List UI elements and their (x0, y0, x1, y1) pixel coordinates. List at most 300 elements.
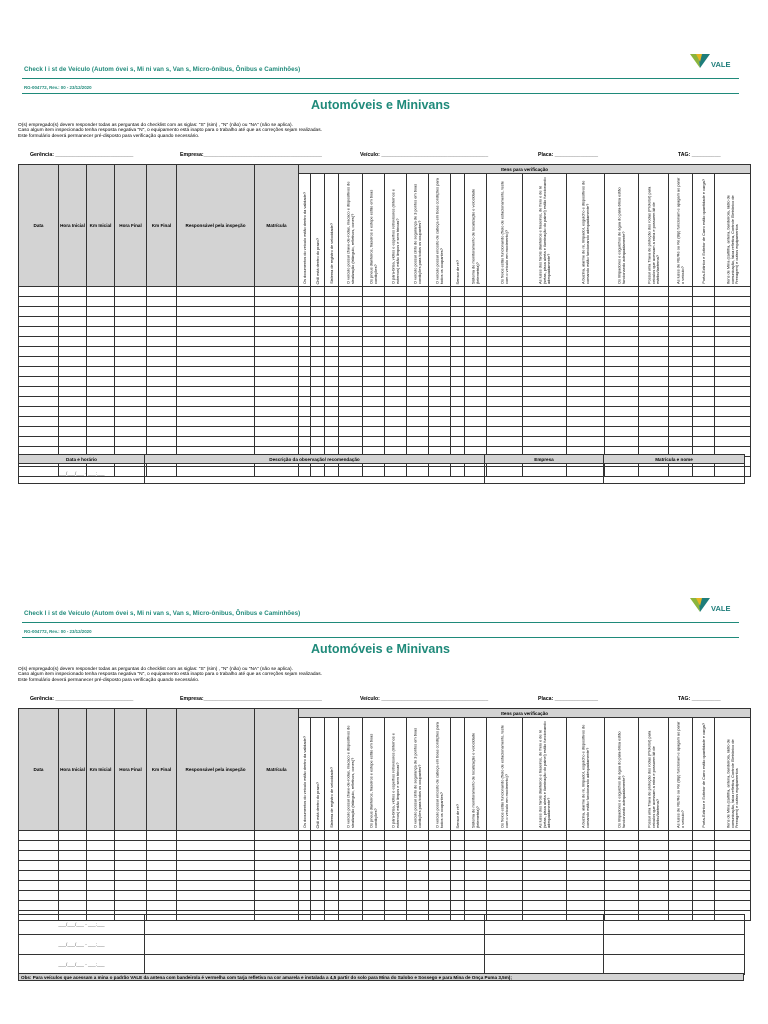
table-cell[interactable] (465, 327, 487, 337)
table-cell[interactable] (693, 337, 715, 347)
table-cell[interactable] (429, 831, 451, 841)
table-cell[interactable] (299, 377, 311, 387)
table-cell[interactable] (451, 287, 465, 297)
table-cell[interactable] (523, 377, 567, 387)
table-cell[interactable] (605, 891, 639, 901)
veiculo-field[interactable]: Veículo: _____________________________________ (360, 152, 489, 158)
table-cell[interactable] (487, 901, 523, 911)
table-cell[interactable] (299, 317, 311, 327)
table-cell[interactable] (311, 337, 325, 347)
table-cell[interactable] (339, 297, 363, 307)
table-cell[interactable] (605, 367, 639, 377)
table-cell[interactable] (19, 851, 59, 861)
table-cell[interactable] (693, 861, 715, 871)
table-cell[interactable] (311, 287, 325, 297)
table-cell[interactable] (299, 881, 311, 891)
table-cell[interactable] (363, 841, 385, 851)
table-cell[interactable] (299, 851, 311, 861)
table-cell[interactable] (177, 317, 255, 327)
table-cell[interactable] (147, 851, 177, 861)
table-cell[interactable] (147, 861, 177, 871)
table-cell[interactable] (465, 871, 487, 881)
table-cell[interactable] (715, 357, 751, 367)
table-cell[interactable] (693, 841, 715, 851)
table-cell[interactable] (115, 437, 147, 447)
table-cell[interactable] (639, 881, 669, 891)
table-cell[interactable] (19, 297, 59, 307)
table-cell[interactable] (363, 871, 385, 881)
table-cell[interactable] (255, 871, 299, 881)
table-cell[interactable] (605, 377, 639, 387)
table-cell[interactable] (19, 427, 59, 437)
table-cell[interactable] (567, 407, 605, 417)
table-cell[interactable] (87, 377, 115, 387)
table-cell[interactable] (385, 417, 407, 427)
table-cell[interactable] (639, 831, 669, 841)
table-cell[interactable] (523, 427, 567, 437)
table-cell[interactable] (487, 891, 523, 901)
table-cell[interactable] (339, 307, 363, 317)
table-cell[interactable] (567, 337, 605, 347)
table-cell[interactable] (451, 871, 465, 881)
observation-cell[interactable] (604, 935, 745, 955)
table-cell[interactable] (385, 881, 407, 891)
table-cell[interactable] (429, 841, 451, 851)
table-cell[interactable] (639, 407, 669, 417)
table-cell[interactable] (59, 407, 87, 417)
table-cell[interactable] (339, 347, 363, 357)
table-cell[interactable] (669, 297, 693, 307)
table-cell[interactable] (407, 851, 429, 861)
table-cell[interactable] (115, 347, 147, 357)
table-cell[interactable] (311, 347, 325, 357)
table-cell[interactable] (693, 387, 715, 397)
table-cell[interactable] (669, 327, 693, 337)
table-cell[interactable] (363, 851, 385, 861)
table-cell[interactable] (715, 851, 751, 861)
table-cell[interactable] (255, 891, 299, 901)
table-cell[interactable] (465, 861, 487, 871)
observation-cell[interactable] (485, 935, 604, 955)
table-cell[interactable] (147, 357, 177, 367)
table-cell[interactable] (669, 337, 693, 347)
table-cell[interactable] (311, 317, 325, 327)
table-cell[interactable] (605, 297, 639, 307)
table-cell[interactable] (465, 377, 487, 387)
table-cell[interactable] (715, 841, 751, 851)
table-cell[interactable] (59, 831, 87, 841)
table-cell[interactable] (407, 397, 429, 407)
table-cell[interactable] (19, 841, 59, 851)
table-cell[interactable] (567, 397, 605, 407)
table-cell[interactable] (115, 307, 147, 317)
table-cell[interactable] (523, 317, 567, 327)
table-cell[interactable] (639, 317, 669, 327)
table-cell[interactable] (639, 871, 669, 881)
table-cell[interactable] (363, 387, 385, 397)
table-cell[interactable] (465, 357, 487, 367)
table-cell[interactable] (325, 287, 339, 297)
table-cell[interactable] (567, 841, 605, 851)
table-cell[interactable] (115, 881, 147, 891)
table-cell[interactable] (715, 377, 751, 387)
table-cell[interactable] (429, 297, 451, 307)
table-cell[interactable] (407, 347, 429, 357)
table-cell[interactable] (325, 841, 339, 851)
table-cell[interactable] (567, 347, 605, 357)
table-cell[interactable] (311, 891, 325, 901)
table-cell[interactable] (339, 871, 363, 881)
table-cell[interactable] (255, 841, 299, 851)
table-cell[interactable] (311, 831, 325, 841)
table-cell[interactable] (311, 871, 325, 881)
table-cell[interactable] (451, 417, 465, 427)
table-cell[interactable] (669, 861, 693, 871)
table-cell[interactable] (339, 861, 363, 871)
table-cell[interactable] (429, 337, 451, 347)
observation-cell[interactable] (485, 915, 604, 935)
table-cell[interactable] (487, 387, 523, 397)
table-cell[interactable] (669, 407, 693, 417)
table-cell[interactable] (177, 851, 255, 861)
table-cell[interactable] (669, 901, 693, 911)
table-cell[interactable] (605, 831, 639, 841)
table-cell[interactable] (523, 407, 567, 417)
table-cell[interactable] (487, 297, 523, 307)
table-cell[interactable] (605, 871, 639, 881)
table-cell[interactable] (567, 317, 605, 327)
observation-cell[interactable] (145, 915, 485, 935)
table-cell[interactable] (693, 437, 715, 447)
table-cell[interactable] (465, 397, 487, 407)
table-cell[interactable] (465, 287, 487, 297)
table-cell[interactable] (605, 387, 639, 397)
table-cell[interactable] (715, 347, 751, 357)
table-cell[interactable] (147, 367, 177, 377)
table-cell[interactable] (693, 407, 715, 417)
table-cell[interactable] (567, 831, 605, 841)
table-cell[interactable] (115, 357, 147, 367)
table-cell[interactable] (487, 851, 523, 861)
table-cell[interactable] (177, 367, 255, 377)
table-cell[interactable] (59, 881, 87, 891)
table-cell[interactable] (255, 881, 299, 891)
table-cell[interactable] (311, 841, 325, 851)
observation-cell[interactable] (604, 915, 745, 935)
table-cell[interactable] (115, 297, 147, 307)
table-cell[interactable] (363, 287, 385, 297)
table-cell[interactable] (177, 881, 255, 891)
table-cell[interactable] (325, 397, 339, 407)
table-cell[interactable] (255, 347, 299, 357)
table-cell[interactable] (693, 317, 715, 327)
table-cell[interactable] (325, 307, 339, 317)
table-cell[interactable] (567, 387, 605, 397)
table-cell[interactable] (429, 397, 451, 407)
table-cell[interactable] (451, 901, 465, 911)
table-cell[interactable] (693, 287, 715, 297)
table-cell[interactable] (177, 417, 255, 427)
table-cell[interactable] (669, 287, 693, 297)
table-cell[interactable] (523, 417, 567, 427)
table-cell[interactable] (147, 881, 177, 891)
table-cell[interactable] (407, 337, 429, 347)
table-cell[interactable] (715, 307, 751, 317)
table-cell[interactable] (147, 407, 177, 417)
table-cell[interactable] (363, 297, 385, 307)
table-cell[interactable] (693, 427, 715, 437)
table-cell[interactable] (429, 287, 451, 297)
table-cell[interactable] (177, 387, 255, 397)
table-cell[interactable] (363, 337, 385, 347)
table-cell[interactable] (299, 397, 311, 407)
date-time-field[interactable]: ___/___/___ - ___:___ (19, 464, 145, 484)
table-cell[interactable] (451, 297, 465, 307)
table-cell[interactable] (339, 407, 363, 417)
table-cell[interactable] (177, 337, 255, 347)
table-cell[interactable] (299, 901, 311, 911)
table-cell[interactable] (147, 901, 177, 911)
table-cell[interactable] (715, 287, 751, 297)
table-cell[interactable] (87, 407, 115, 417)
table-cell[interactable] (177, 287, 255, 297)
table-cell[interactable] (429, 417, 451, 427)
table-cell[interactable] (325, 437, 339, 447)
table-cell[interactable] (255, 367, 299, 377)
table-cell[interactable] (255, 861, 299, 871)
table-cell[interactable] (59, 287, 87, 297)
table-cell[interactable] (339, 851, 363, 861)
table-cell[interactable] (451, 831, 465, 841)
table-cell[interactable] (59, 357, 87, 367)
table-cell[interactable] (311, 417, 325, 427)
table-cell[interactable] (465, 841, 487, 851)
table-cell[interactable] (523, 851, 567, 861)
table-cell[interactable] (255, 327, 299, 337)
table-cell[interactable] (59, 861, 87, 871)
table-cell[interactable] (87, 327, 115, 337)
table-cell[interactable] (407, 871, 429, 881)
table-cell[interactable] (115, 317, 147, 327)
table-cell[interactable] (339, 397, 363, 407)
table-cell[interactable] (523, 871, 567, 881)
table-cell[interactable] (19, 337, 59, 347)
table-cell[interactable] (429, 437, 451, 447)
table-cell[interactable] (451, 317, 465, 327)
table-cell[interactable] (465, 417, 487, 427)
table-cell[interactable] (255, 387, 299, 397)
table-cell[interactable] (715, 831, 751, 841)
table-cell[interactable] (567, 297, 605, 307)
table-cell[interactable] (339, 901, 363, 911)
table-cell[interactable] (487, 307, 523, 317)
table-cell[interactable] (715, 861, 751, 871)
table-cell[interactable] (693, 851, 715, 861)
table-cell[interactable] (59, 417, 87, 427)
table-cell[interactable] (115, 417, 147, 427)
empresa-field[interactable]: Empresa:_________________________________________ (180, 152, 322, 158)
table-cell[interactable] (325, 387, 339, 397)
table-cell[interactable] (605, 881, 639, 891)
table-cell[interactable] (385, 347, 407, 357)
table-cell[interactable] (715, 297, 751, 307)
table-cell[interactable] (639, 851, 669, 861)
table-cell[interactable] (487, 317, 523, 327)
table-cell[interactable] (147, 317, 177, 327)
table-cell[interactable] (87, 397, 115, 407)
table-cell[interactable] (429, 327, 451, 337)
table-cell[interactable] (429, 881, 451, 891)
table-cell[interactable] (147, 337, 177, 347)
table-cell[interactable] (311, 377, 325, 387)
table-cell[interactable] (147, 417, 177, 427)
table-cell[interactable] (465, 367, 487, 377)
gerencia-field[interactable]: Gerência: ___________________________ (30, 152, 134, 158)
table-cell[interactable] (19, 357, 59, 367)
table-cell[interactable] (715, 407, 751, 417)
table-cell[interactable] (363, 327, 385, 337)
table-cell[interactable] (715, 901, 751, 911)
table-cell[interactable] (487, 357, 523, 367)
table-cell[interactable] (339, 337, 363, 347)
table-cell[interactable] (339, 427, 363, 437)
table-cell[interactable] (311, 901, 325, 911)
table-cell[interactable] (325, 417, 339, 427)
table-cell[interactable] (363, 367, 385, 377)
table-cell[interactable] (311, 297, 325, 307)
table-cell[interactable] (255, 357, 299, 367)
table-cell[interactable] (429, 871, 451, 881)
table-cell[interactable] (339, 841, 363, 851)
table-cell[interactable] (339, 891, 363, 901)
table-cell[interactable] (451, 881, 465, 891)
table-cell[interactable] (339, 437, 363, 447)
table-cell[interactable] (605, 357, 639, 367)
table-cell[interactable] (693, 377, 715, 387)
table-cell[interactable] (451, 337, 465, 347)
table-cell[interactable] (115, 831, 147, 841)
observation-cell[interactable] (604, 464, 745, 484)
table-cell[interactable] (605, 437, 639, 447)
table-cell[interactable] (19, 377, 59, 387)
table-cell[interactable] (407, 841, 429, 851)
table-cell[interactable] (325, 861, 339, 871)
table-cell[interactable] (115, 327, 147, 337)
table-cell[interactable] (465, 407, 487, 417)
table-cell[interactable] (339, 881, 363, 891)
table-cell[interactable] (523, 287, 567, 297)
table-cell[interactable] (115, 851, 147, 861)
table-cell[interactable] (87, 427, 115, 437)
gerencia-field[interactable]: Gerência: ___________________________ (30, 696, 134, 702)
table-cell[interactable] (487, 417, 523, 427)
table-cell[interactable] (363, 901, 385, 911)
table-cell[interactable] (605, 407, 639, 417)
table-cell[interactable] (385, 851, 407, 861)
table-cell[interactable] (567, 851, 605, 861)
table-cell[interactable] (605, 901, 639, 911)
table-cell[interactable] (639, 397, 669, 407)
table-cell[interactable] (115, 861, 147, 871)
table-cell[interactable] (311, 407, 325, 417)
table-cell[interactable] (255, 377, 299, 387)
table-cell[interactable] (715, 397, 751, 407)
table-cell[interactable] (605, 307, 639, 317)
table-cell[interactable] (299, 347, 311, 357)
table-cell[interactable] (325, 367, 339, 377)
table-cell[interactable] (87, 337, 115, 347)
table-cell[interactable] (669, 831, 693, 841)
table-cell[interactable] (487, 407, 523, 417)
table-cell[interactable] (451, 367, 465, 377)
table-cell[interactable] (639, 427, 669, 437)
table-cell[interactable] (87, 317, 115, 327)
table-cell[interactable] (363, 357, 385, 367)
table-cell[interactable] (407, 881, 429, 891)
table-cell[interactable] (669, 417, 693, 427)
table-cell[interactable] (325, 851, 339, 861)
table-cell[interactable] (605, 337, 639, 347)
table-cell[interactable] (115, 387, 147, 397)
table-cell[interactable] (487, 347, 523, 357)
table-cell[interactable] (693, 397, 715, 407)
table-cell[interactable] (299, 427, 311, 437)
veiculo-field[interactable]: Veículo: _____________________________________ (360, 696, 489, 702)
table-cell[interactable] (299, 417, 311, 427)
table-cell[interactable] (311, 427, 325, 437)
table-cell[interactable] (693, 417, 715, 427)
table-cell[interactable] (487, 377, 523, 387)
table-cell[interactable] (147, 377, 177, 387)
table-cell[interactable] (451, 377, 465, 387)
table-cell[interactable] (523, 337, 567, 347)
table-cell[interactable] (639, 307, 669, 317)
table-cell[interactable] (363, 437, 385, 447)
table-cell[interactable] (115, 337, 147, 347)
table-cell[interactable] (325, 407, 339, 417)
table-cell[interactable] (177, 357, 255, 367)
table-cell[interactable] (385, 891, 407, 901)
table-cell[interactable] (19, 367, 59, 377)
table-cell[interactable] (567, 881, 605, 891)
table-cell[interactable] (487, 841, 523, 851)
table-cell[interactable] (87, 287, 115, 297)
table-cell[interactable] (59, 841, 87, 851)
table-cell[interactable] (59, 377, 87, 387)
table-cell[interactable] (87, 417, 115, 427)
table-cell[interactable] (59, 851, 87, 861)
table-cell[interactable] (487, 367, 523, 377)
table-cell[interactable] (669, 397, 693, 407)
table-cell[interactable] (407, 327, 429, 337)
table-cell[interactable] (385, 377, 407, 387)
table-cell[interactable] (147, 871, 177, 881)
table-cell[interactable] (311, 851, 325, 861)
table-cell[interactable] (339, 327, 363, 337)
table-cell[interactable] (407, 901, 429, 911)
table-cell[interactable] (639, 357, 669, 367)
table-cell[interactable] (325, 347, 339, 357)
table-cell[interactable] (147, 427, 177, 437)
table-cell[interactable] (715, 337, 751, 347)
table-cell[interactable] (605, 861, 639, 871)
table-cell[interactable] (363, 347, 385, 357)
table-cell[interactable] (451, 347, 465, 357)
table-cell[interactable] (465, 427, 487, 437)
table-cell[interactable] (325, 327, 339, 337)
table-cell[interactable] (451, 427, 465, 437)
table-cell[interactable] (325, 891, 339, 901)
